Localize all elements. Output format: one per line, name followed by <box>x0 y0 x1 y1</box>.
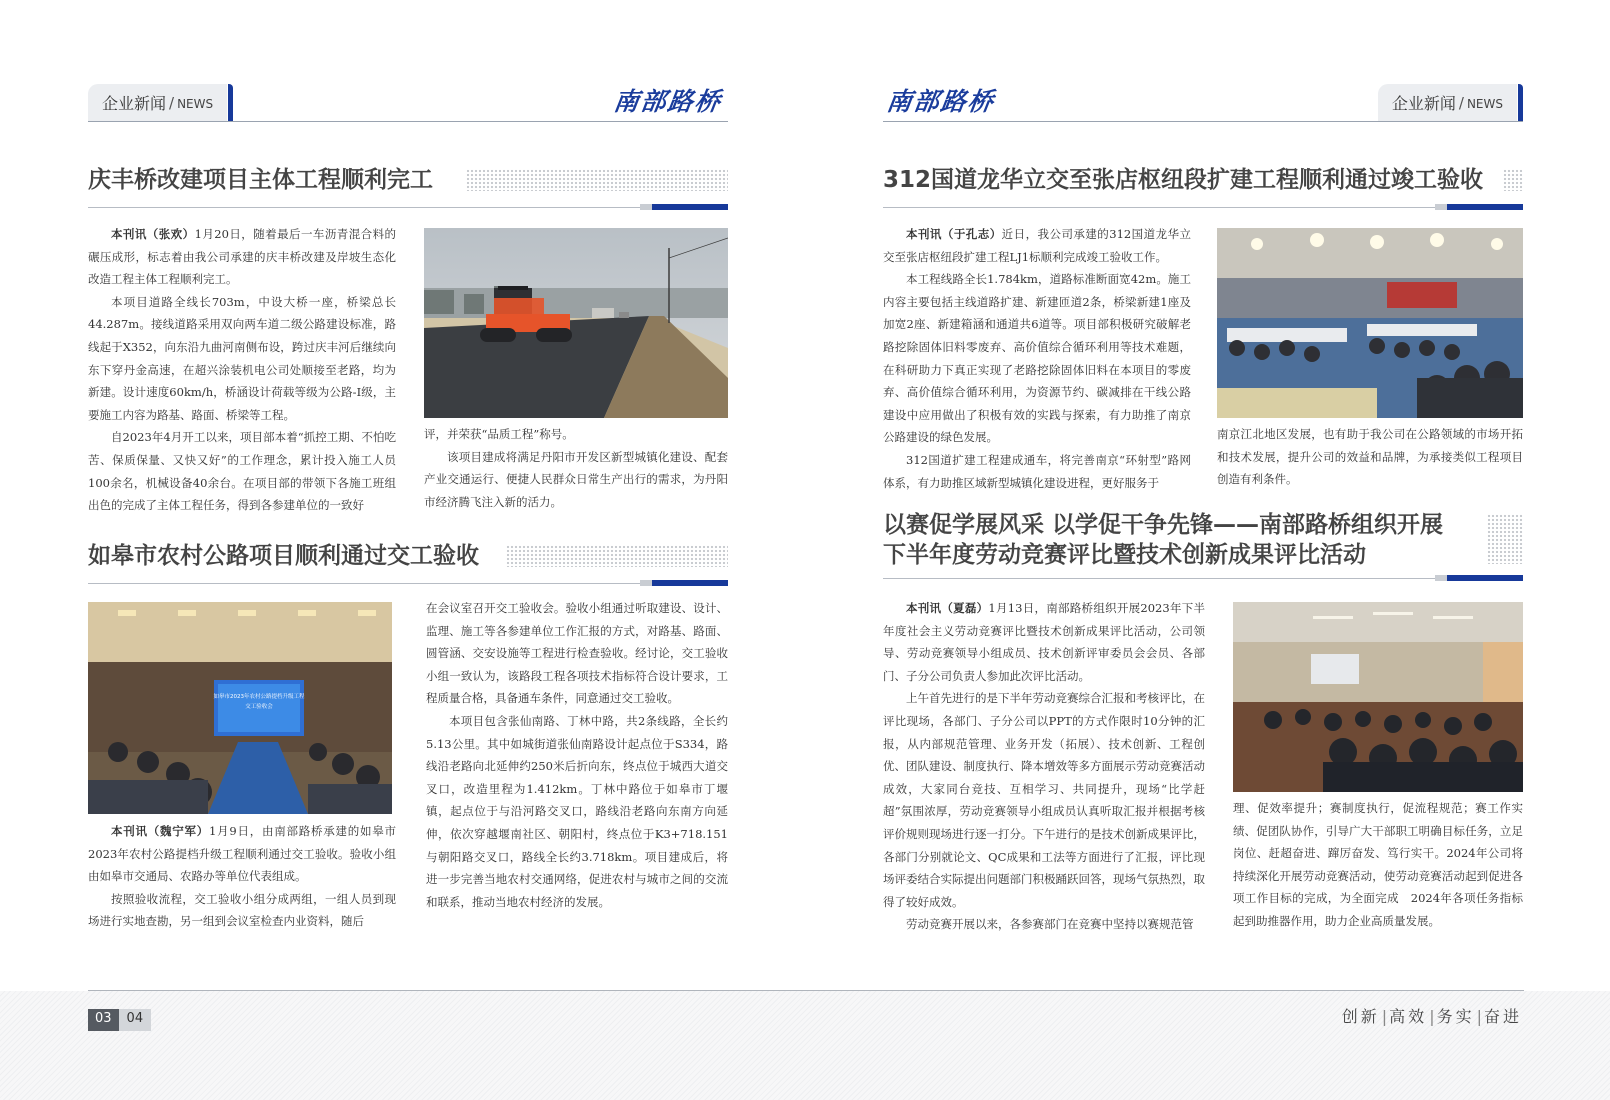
page-number-right: 04 <box>119 1009 152 1031</box>
paragraph: 本项目包含张仙南路、丁林中路，共2条线路，全长约5.13公里。其中如城街道张仙南路设计起点位于S334，路线沿老路向北延伸约250米后折向东，终点位于城西大道交叉口，改造里程为1.412km。丁林中路位于如皋市丁堰镇，起点位于与沿河路交叉口，路线沿老路向东南方向延伸，依次穿越堰南社区、朝阳村，终点位于K3+718.151与朝阳路交叉口，路线全长约3.718km。项目建成后，将进一步完善当地农村交通网络，促进农村与城市之间的交流和联系，推动当地农村经济的发展。 <box>426 713 728 909</box>
article-body-continued <box>1217 423 1523 491</box>
presentation-room-photo <box>1233 602 1523 792</box>
article-body <box>88 223 396 517</box>
meeting-photo <box>88 602 392 814</box>
brand-logo: 南部路桥 <box>884 87 997 116</box>
byline: 本刊讯（于孔志） <box>906 227 1002 241</box>
projected-slide-subtext: 交工验收会 <box>245 704 273 710</box>
page-number-left: 03 <box>88 1009 119 1031</box>
slogan-word: 高效 <box>1389 1007 1428 1026</box>
article-body <box>883 597 1205 936</box>
paragraph: 在会议室召开交工验收会。验收小组通过听取建设、设计、监理、施工等各参建单位工作汇报的方式，对路基、路面、圆管涵、交安设施等工程进行检查验收。经讨论，交工验收小组一致认为，该路段工程各项技术指标符合设计要求，工程质量合格，具备通车条件，同意通过交工验收。 <box>426 601 728 706</box>
paragraph: 本工程线路全长1.784km，道路标准断面宽42m。施工内容主要包括主线道路扩建、新建匝道2条，桥梁新建1座及加宽2座、新建箱涵和通道共6道等。项目部积极研究破解老路挖除固体旧料零废弃、高价值综合循环利用等技术难题，在科研助力下真正实现了老路挖除固体旧料在本项目的零废弃、高价值综合循环利用，为资源节约、碳减排在干线公路建设中应用做出了积极有效的实践与探索，有力助推了南京公路建设的绿色发展。 <box>883 272 1191 445</box>
news-tab <box>1378 84 1517 121</box>
article-body-continued <box>1233 797 1523 933</box>
paragraph: 近日，我公司承建的312国道龙华立交至张店枢纽段扩建工程LJ1标顺利完成竣工验收工作。 <box>883 227 1191 264</box>
conference-hall-photo <box>1217 228 1523 418</box>
article-body-continued <box>424 423 728 513</box>
paragraph: 自2023年4月开工以来，项目部本着“抓控工期、不怕吃苦、保质保量、又快又好”的工作理念，累计投入施工人员100余名，机械设备40余台。在项目部的带领下各施工班组出色的完成了主体工程任务，得到各参建单位的一致好 <box>88 430 396 513</box>
article-title <box>883 510 1523 570</box>
tab-label-cn: 企业新闻 <box>1391 94 1456 113</box>
title-rule <box>883 207 1523 208</box>
tab-label-en: NEWS <box>1466 97 1503 111</box>
title-rule <box>88 583 728 584</box>
left-page <box>88 0 728 990</box>
slogan-word: 务实 <box>1436 1007 1475 1026</box>
article-title <box>88 541 728 571</box>
paragraph: 该项目建成将满足丹阳市开发区新型城镇化建设、配套产业交通运行、便捷人民群众日常生产出行的需求，为丹阳市经济腾飞注入新的活力。 <box>424 449 728 509</box>
paragraph: 上午首先进行的是下半年劳动竞赛综合汇报和考核评比，在评比现场，各部门、子分公司以PPT的方式作限时10分钟的汇报，从内部规范管理、业务开发（拓展）、技术创新、工程创优、团队建设、制度执行、降本增效等多方面展示劳动竞赛活动成效，大家同台竞技、互相学习、共同提升，现场“比学赶超”氛围浓厚，劳动竞赛领导小组成员认真听取汇报并根据考核评价规则现场进行逐一打分。下午进行的是技术创新成果评比，各部门分别就论文、QC成果和工法等方面进行了汇报，评比现场评委结合实际提出问题部门积极踊跃回答，现场气氛热烈，取得了较好成效。 <box>883 691 1205 909</box>
article-body <box>883 223 1191 494</box>
slogan-word: 创新 <box>1341 1007 1380 1026</box>
article-title-line: 下半年度劳动竞赛评比暨技术创新成果评比活动 <box>883 542 1366 568</box>
article-title-line: 以赛促学展风采 以学促干争先锋——南部路桥组织开展 <box>883 512 1444 538</box>
article-title <box>883 165 1523 195</box>
byline: 本刊讯（张欢） <box>111 227 195 241</box>
title-dot-pattern <box>466 169 728 191</box>
article-title-text: 如皋市农村公路项目顺利通过交工验收 <box>88 543 489 569</box>
tab-label-cn: 企业新闻 <box>102 94 167 113</box>
paragraph: 评，并荣获“品质工程”称号。 <box>424 427 574 441</box>
article-body <box>88 820 396 933</box>
slogan: 创新 | 高效 | 务实 | 奋进 <box>1341 1007 1522 1026</box>
footer-rule <box>88 990 1524 991</box>
projected-slide-text: 如皋市2023年农村公路提档升级工程 <box>213 694 305 700</box>
paragraph: 本项目道路全线长703m，中设大桥一座，桥梁总长44.287m。接线道路采用双向两车道二级公路建设标准，路线起于X352，向东沿九曲河南侧布设，跨过庆丰河后继续向东下穿丹金高速，在超兴涂装机电公司处顺接至老路，均为新建。设计速度60km/h，桥涵设计荷载等级为公路-Ⅰ级，主要施工内容为路基、路面、桥梁等工程。 <box>88 294 396 422</box>
paragraph: 劳动竞赛开展以来，各参赛部门在竞赛中坚持以赛规范管 <box>906 917 1194 932</box>
paragraph: 南京江北地区发展，也有助于我公司在公路领域的市场开拓和技术发展，提升公司的效益和品牌，为承接类似工程项目创造有利条件。 <box>1217 427 1523 487</box>
tab-label-en: NEWS <box>177 97 214 111</box>
brand-logo: 南部路桥 <box>611 87 724 116</box>
tab-slash: / <box>1458 93 1464 112</box>
byline: 本刊讯（魏宁军） <box>111 824 210 838</box>
paragraph: 1月20日，随着最后一车沥青混合料的碾压成形，标志着由我公司承建的庆丰桥改建及岸坡生态化改造工程主体工程顺利完工。 <box>88 227 396 287</box>
slogan-word: 奋进 <box>1483 1007 1522 1026</box>
road-roller-photo <box>424 228 728 418</box>
left-header <box>88 84 728 122</box>
title-dot-pattern <box>1503 169 1523 191</box>
title-rule <box>883 578 1523 579</box>
paragraph: 1月13日，南部路桥组织开展2023年下半年度社会主义劳动竞赛评比暨技术创新成果评比活动，公司领导、劳动竞赛领导小组成员、技术创新评审委员会会员、各部门、子分公司负责人参加此次评比活动。 <box>883 601 1206 683</box>
paragraph: 312国道扩建工程建成通车，将完善南京“环射型”路网体系，有力助推区域新型城镇化建设进程，更好服务于 <box>883 452 1191 490</box>
tab-slash: / <box>169 93 175 112</box>
title-dot-pattern <box>1487 514 1523 564</box>
news-tab <box>88 84 227 121</box>
paragraph: 理、促效率提升；赛制度执行，促流程规范；赛工作实绩、促团队协作，引导广大干部职工明确目标任务，立足岗位、赶超奋进、蹿厉奋发、笃行实干。2024年公司将持续深化开展劳动竞赛活动，使劳动竞赛活动起到促进各项工作目标的完成，为全面完成 2024年各项任务指标起到助推器作用，助力企业高质量发展。 <box>1233 801 1523 928</box>
title-dot-pattern <box>506 545 728 567</box>
page-numbers <box>88 1009 151 1031</box>
paragraph: 1月9日，由南部路桥承建的如皋市2023年农村公路提档升级工程顺利通过交工验收。验收小组由如皋市交通局、农路办等单位代表组成。 <box>88 824 396 884</box>
title-rule <box>88 207 728 208</box>
article-title-text: 312国道龙华立交至张店枢纽段扩建工程顺利通过竣工验收 <box>883 167 1493 193</box>
paragraph: 按照验收流程，交工验收小组分成两组，一组人员到现场进行实地查勘，另一组到会议室检查内业资料，随后 <box>88 891 396 929</box>
article-title <box>88 165 728 195</box>
article-title-text: 庆丰桥改建项目主体工程顺利完工 <box>88 167 443 193</box>
article-body-continued <box>426 597 728 913</box>
right-page <box>883 0 1523 990</box>
byline: 本刊讯（夏磊） <box>906 601 989 615</box>
right-header <box>883 84 1523 122</box>
